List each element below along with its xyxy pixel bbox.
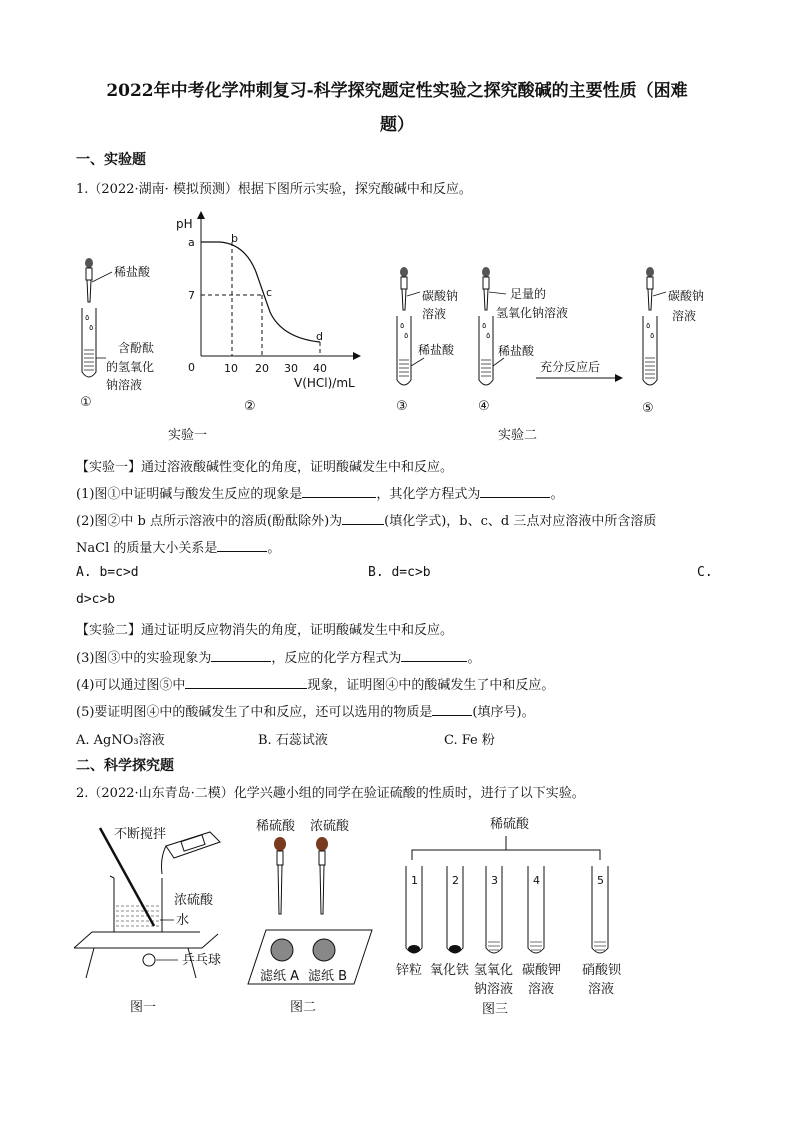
chart-xtick-40: 40: [313, 362, 327, 375]
dropper-4-label-2: 氢氧化钠溶液: [496, 306, 569, 320]
figure-number-4: ④: [478, 399, 490, 414]
chart-ylabel: pH: [176, 217, 193, 231]
answer-blank[interactable]: [401, 649, 467, 662]
tube-number-2: 2: [452, 874, 459, 887]
tube-1-label-3: 钠溶液: [106, 378, 143, 392]
svg-text:٥: ٥: [482, 321, 487, 330]
tube-3-label-2: 钠溶液: [474, 982, 514, 997]
stir-label: 不断搅拌: [114, 827, 167, 842]
tube-1-label-2: 的氢氧化: [106, 360, 155, 374]
paper-a-label: 滤纸 A: [260, 969, 300, 984]
q1-1-text-a: (1)图①中证明碱与酸发生反应的现象是: [76, 487, 303, 502]
figure-caption-1: 图一: [130, 1000, 157, 1015]
dilution-setup: [74, 826, 221, 1015]
svg-text:٥: ٥: [646, 321, 651, 330]
chart-xtick-10: 10: [224, 362, 238, 375]
dropper-bulb-conc: [316, 837, 328, 851]
tube-5-label-1: 硝酸钡: [582, 963, 622, 978]
question-1-5: [76, 701, 535, 720]
question-1-1: [76, 483, 563, 502]
chart-ph-curve: [201, 242, 320, 342]
tube-1-zinc: [406, 866, 422, 953]
tube-4-k2co3: [528, 866, 544, 953]
title-line-2: 题）: [380, 115, 414, 135]
tube-4-label-2: 溶液: [528, 982, 555, 997]
chart-point-c: c: [266, 286, 273, 299]
dropper-bulb-dilute: [274, 837, 286, 851]
tube-number-5: 5: [597, 874, 604, 887]
group-acid-label: 稀硫酸: [490, 817, 530, 832]
chart-ytick-a: a: [188, 236, 195, 249]
figure-sulfuric-acid: [70, 808, 670, 1024]
q1-5-text-a: (5)要证明图④中的酸碱发生了中和反应，还可以选用的物质是: [76, 705, 433, 720]
ball-label: 乒乓球: [182, 953, 222, 968]
svg-text:٥: ٥: [404, 331, 409, 340]
dropper-3-label-2: 溶液: [422, 307, 447, 321]
chart-xtick-30: 30: [284, 362, 298, 375]
answer-blank[interactable]: [342, 512, 384, 525]
svg-text:٥: ٥: [85, 313, 90, 322]
tube-3-label: 稀盐酸: [418, 343, 455, 357]
q1-3-text-b: ，反应的化学方程式为: [271, 651, 402, 666]
test-tube-1: [82, 308, 96, 377]
tube-2-label: 氧化铁: [430, 963, 470, 978]
question-1-intro: 1.（2022·湖南· 模拟预测）根据下图所示实验，探究酸碱中和反应。: [76, 182, 472, 197]
tube-number-3: 3: [491, 874, 498, 887]
test-tube-5: [643, 316, 657, 385]
chart-xlabel: V(HCl)/mL: [294, 376, 355, 390]
experiment-2-heading: 【实验二】通过证明反应物消失的角度，证明酸碱发生中和反应。: [76, 623, 454, 638]
section-heading-2: 二、科学探究题: [76, 758, 174, 774]
option-b[interactable]: B. d=c>b: [368, 565, 431, 580]
dropper-4: [482, 267, 490, 310]
filter-paper-a: [271, 939, 293, 961]
chart-origin: 0: [188, 361, 195, 374]
question-2-intro: 2.（2022·山东青岛·二模）化学兴趣小组的同学在验证硫酸的性质时，进行了以下实验。: [76, 786, 585, 801]
question-1-3: [76, 647, 480, 666]
paper-b-label: 滤纸 B: [308, 969, 348, 984]
answer-blank[interactable]: [302, 485, 376, 498]
question-1-2: [76, 510, 656, 529]
tube-5-ba-no3: [592, 866, 608, 953]
tube-number-4: 4: [533, 874, 540, 887]
conc-acid-label: 浓硫酸: [310, 819, 350, 834]
experiment-2-caption: 实验二: [498, 428, 538, 443]
chart-point-d: d: [316, 330, 323, 343]
q1-4-text-b: 现象，证明图④中的酸碱发生了中和反应。: [307, 678, 555, 693]
answer-blank[interactable]: [211, 649, 271, 662]
svg-text:٥: ٥: [650, 331, 655, 340]
option-5c[interactable]: C. Fe 粉: [444, 733, 495, 748]
q1-3-text-c: 。: [467, 651, 481, 666]
water-label: 水: [176, 913, 190, 928]
q1-2-text-b: (填化学式)，b、c、d 三点对应溶液中所含溶质: [384, 514, 657, 529]
tube-3-naoh: [486, 866, 502, 953]
figure-experiment-1-2: [70, 200, 730, 446]
tube-3-label-1: 氢氧化: [474, 963, 514, 978]
dropper-5-label-1: 碳酸钠: [668, 289, 705, 303]
answer-blank[interactable]: [217, 539, 267, 552]
figure-number-5: ⑤: [642, 401, 654, 416]
chart-xtick-20: 20: [255, 362, 269, 375]
option-a[interactable]: A. b=c>d: [76, 565, 139, 580]
chart-ytick-7: 7: [188, 289, 195, 302]
dropper-1: [85, 258, 93, 302]
q1-5-text-b: (填序号)。: [472, 705, 535, 720]
test-tube-4: [479, 316, 493, 385]
ping-pong-ball: [143, 954, 155, 966]
chart-point-b: b: [231, 232, 238, 245]
figure-caption-3: 图三: [482, 1002, 509, 1017]
filter-paper-setup: [248, 818, 372, 1015]
dropper-3: [400, 267, 408, 310]
option-c[interactable]: C.: [697, 565, 713, 580]
figure-number-1: ①: [80, 395, 92, 410]
tube-number-1: 1: [411, 874, 418, 887]
q1-2-text-c: NaCl 的质量大小关系是: [76, 541, 218, 556]
tube-5-label-2: 溶液: [588, 982, 615, 997]
ph-chart: [176, 212, 360, 414]
svg-text:٥: ٥: [400, 321, 405, 330]
q1-2-text-d: 。: [267, 541, 281, 556]
option-5b[interactable]: B. 石蕊试液: [258, 733, 328, 748]
q1-1-text-b: ，其化学方程式为: [376, 487, 481, 502]
q1-1-text-c: 。: [550, 487, 564, 502]
experiment-1-heading: 【实验一】通过溶液酸碱性变化的角度，证明酸碱发生中和反应。: [76, 460, 454, 475]
figure-number-3: ③: [396, 399, 408, 414]
title-line-1: 2022年中考化学冲刺复习-科学探究题定性实验之探究酸碱的主要性质（困难: [106, 81, 688, 101]
answer-blank[interactable]: [432, 703, 472, 716]
answer-blank[interactable]: [185, 676, 307, 689]
tube-1-label-1: 含酚酞: [118, 341, 155, 355]
dilute-acid-label: 稀硫酸: [256, 819, 296, 834]
dropper-5: [646, 267, 654, 310]
tube-2-iron-oxide: [447, 866, 463, 953]
tube-4-label: 稀盐酸: [498, 344, 535, 358]
tube-4-label-1: 碳酸钾: [522, 963, 562, 978]
dropper-1-label: 稀盐酸: [114, 265, 151, 279]
q1-3-text-a: (3)图③中的实验现象为: [76, 651, 212, 666]
dropper-5-label-2: 溶液: [672, 309, 697, 323]
answer-blank[interactable]: [480, 485, 550, 498]
page-title: [70, 74, 724, 142]
question-1-2-cont: [76, 537, 280, 556]
figure-caption-2: 图二: [290, 1000, 317, 1015]
test-tube-3: [397, 316, 411, 385]
svg-text:٥: ٥: [486, 331, 491, 340]
experiment-1-caption: 实验一: [168, 428, 208, 443]
q1-4-text-a: (4)可以通过图⑤中: [76, 678, 186, 693]
option-c-value: d>c>b: [76, 592, 116, 607]
option-5a[interactable]: A. AgNO₃溶液: [76, 733, 165, 748]
dropper-3-label-1: 碳酸钠: [422, 289, 459, 303]
reaction-tubes: [396, 816, 622, 1017]
filter-paper-b: [313, 939, 335, 961]
reaction-arrow-label: 充分反应后: [540, 360, 601, 374]
acid-label: 浓硫酸: [174, 893, 214, 908]
section-heading-1: 一、实验题: [76, 152, 146, 168]
q1-2-text-a: (2)图②中 b 点所示溶液中的溶质(酚酞除外)为: [76, 514, 343, 529]
svg-text:٥: ٥: [89, 323, 94, 332]
tube-1-label: 锌粒: [396, 963, 423, 978]
question-1-4: [76, 674, 554, 693]
figure-number-2: ②: [244, 399, 256, 414]
dropper-4-label-1: 足量的: [510, 287, 547, 301]
